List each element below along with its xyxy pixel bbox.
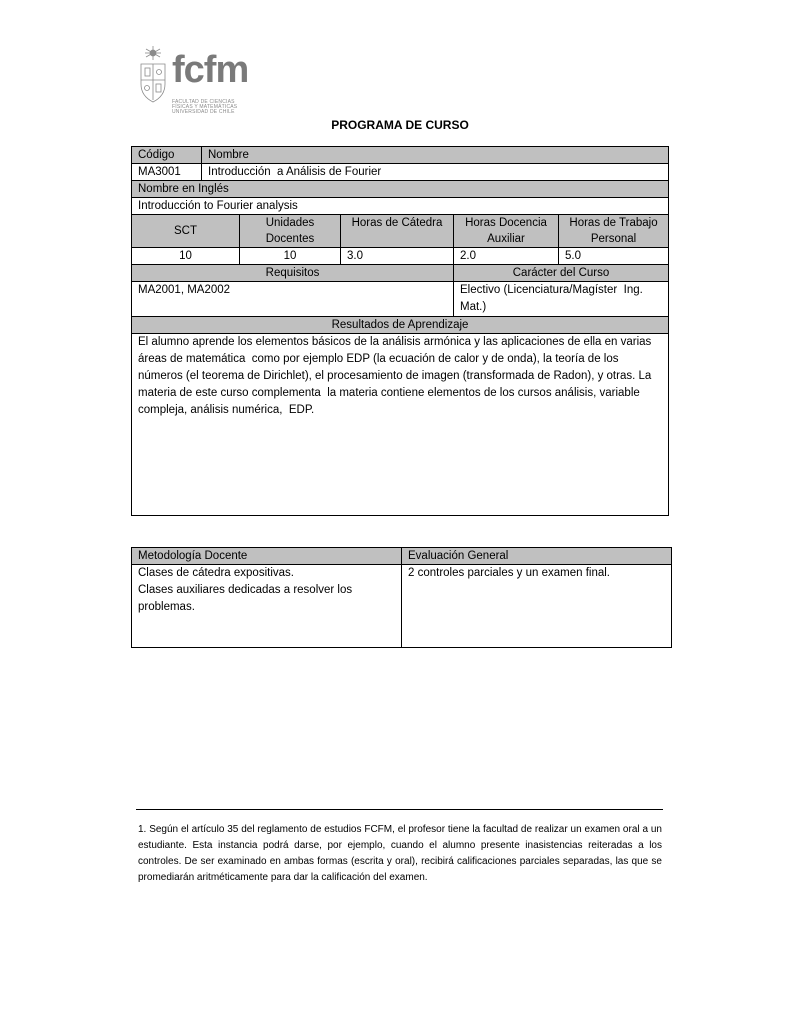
evaluacion-value: 2 controles parciales y un examen final. bbox=[402, 565, 672, 648]
logo-subtitle-1: FACULTAD DE CIENCIAS bbox=[172, 99, 235, 105]
unidades-docentes-value: 10 bbox=[240, 248, 341, 265]
footnote-divider bbox=[136, 809, 663, 810]
caracter-value: Electivo (Licenciatura/Magíster Ing. Mat.) bbox=[454, 282, 669, 317]
page-title: PROGRAMA DE CURSO bbox=[331, 118, 469, 132]
horas-catedra-value: 3.0 bbox=[341, 248, 454, 265]
requisitos-value: MA2001, MA2002 bbox=[132, 282, 454, 317]
requisitos-header: Requisitos bbox=[132, 265, 454, 282]
unidades-docentes-header: Unidades Docentes bbox=[240, 215, 341, 248]
logo-subtitle-2: FÍSICAS Y MATEMÁTICAS bbox=[172, 104, 238, 110]
codigo-value: MA3001 bbox=[132, 164, 202, 181]
logo-subtitle-3: UNIVERSIDAD DE CHILE bbox=[172, 109, 235, 115]
nombre-value: Introducción a Análisis de Fourier bbox=[202, 164, 669, 181]
resultados-value: El alumno aprende los elementos básicos de la análisis armónica y las aplicaciones de ella en varias áreas de matemática como por ejemplo EDP (la ecuación de calor y de onda), la teoría de los números (el teorema de Dirichlet), el procesamiento de imagen (transformada de Radon), y otras. La materia de este curso complementa la materia contiene elementos de los cursos análisis, variable compleja, análisis numérica, EDP. bbox=[132, 334, 669, 516]
nombre-ingles-value: Introducción to Fourier analysis bbox=[132, 198, 669, 215]
resultados-header: Resultados de Aprendizaje bbox=[132, 317, 669, 334]
codigo-header: Código bbox=[132, 147, 202, 164]
university-seal-icon bbox=[136, 44, 170, 106]
metodologia-line-1: Clases de cátedra expositivas. bbox=[138, 567, 294, 579]
sct-header: SCT bbox=[132, 215, 240, 248]
evaluacion-header: Evaluación General bbox=[402, 548, 672, 565]
logo-wordmark: fcfm bbox=[172, 49, 249, 91]
nombre-ingles-header: Nombre en Inglés bbox=[132, 181, 669, 198]
sct-value: 10 bbox=[132, 248, 240, 265]
horas-trabajo-header: Horas de Trabajo Personal bbox=[559, 215, 669, 248]
course-table bbox=[131, 146, 669, 516]
horas-trabajo-value: 5.0 bbox=[559, 248, 669, 265]
metodologia-line-2: Clases auxiliares dedicadas a resolver los problemas. bbox=[138, 584, 353, 613]
metodologia-value bbox=[132, 565, 402, 648]
horas-catedra-header: Horas de Cátedra bbox=[341, 215, 454, 248]
footnote: 1. Según el artículo 35 del reglamento de estudios FCFM, el profesor tiene la facultad de realizar un examen oral a un estudiante. Esta instancia podrá darse, por ejemplo, cuando el alumno presente inasistencias reiteradas a los controles. De ser examinado en ambas formas (escrita y oral), recibirá calificaciones parciales separadas, las que se promediarán aritméticamente para dar la calificación del examen. bbox=[138, 824, 662, 883]
fcfm-logo bbox=[136, 42, 254, 120]
metodologia-table bbox=[131, 547, 672, 648]
nombre-header: Nombre bbox=[202, 147, 669, 164]
caracter-header: Carácter del Curso bbox=[454, 265, 669, 282]
horas-auxiliar-header: Horas Docencia Auxiliar bbox=[454, 215, 559, 248]
horas-auxiliar-value: 2.0 bbox=[454, 248, 559, 265]
metodologia-header: Metodología Docente bbox=[132, 548, 402, 565]
